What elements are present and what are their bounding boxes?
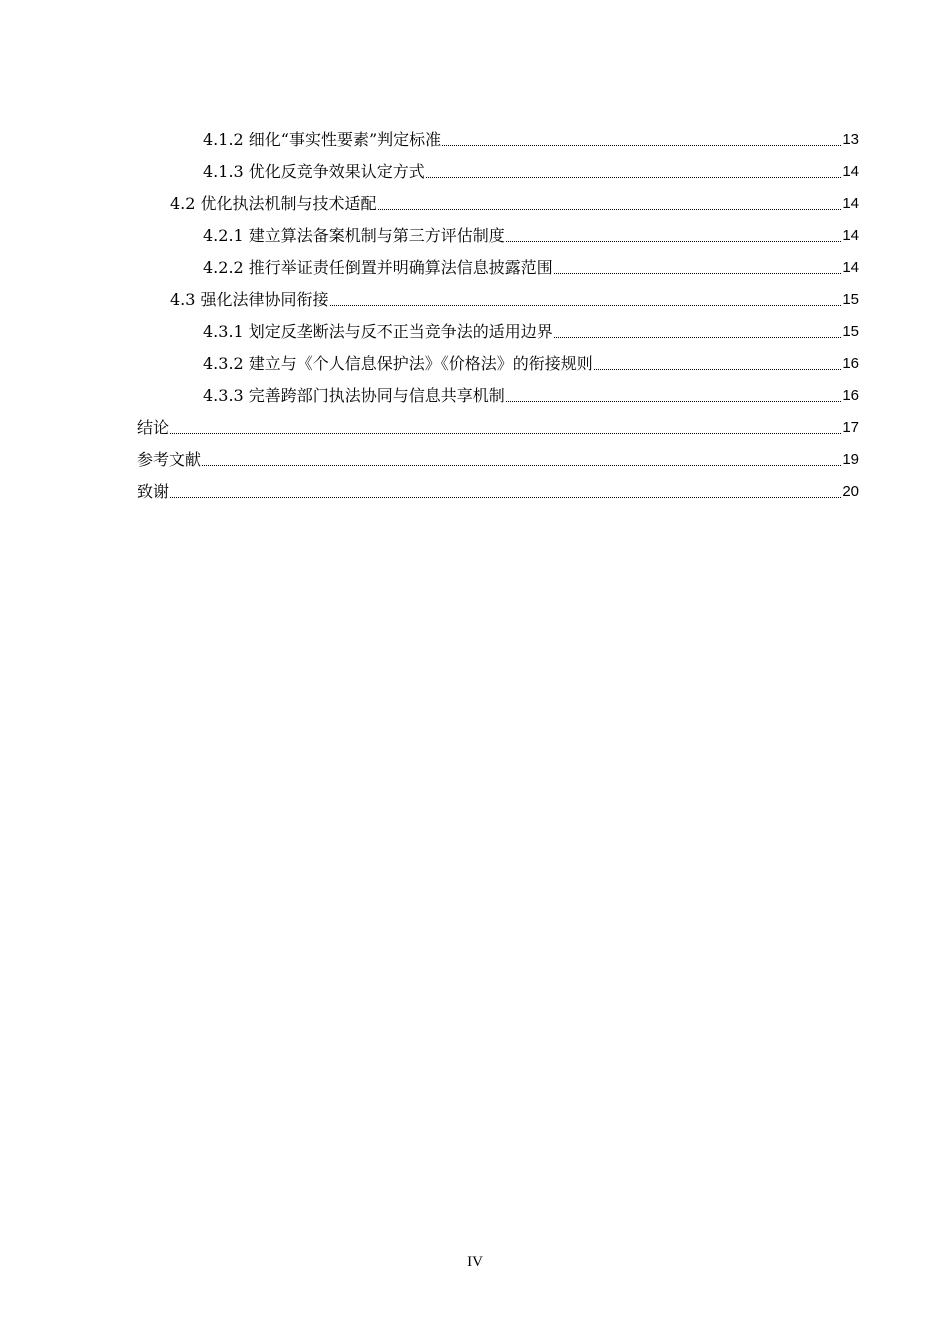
toc-entry-4-3-2[interactable] [203,342,859,374]
toc-entry-conclusion[interactable] [137,406,859,438]
toc-entry-4-2-1[interactable] [203,214,859,246]
toc-entry-label: 结论 [137,418,170,437]
dot-leader [554,272,842,274]
dot-leader [506,400,842,402]
toc-entry-label: 4.1.2 细化“事实性要素”判定标准 [203,130,442,149]
toc-entry-label: 参考文献 [137,450,202,469]
toc-entry-4-3[interactable] [170,278,859,310]
dot-leader [506,240,842,242]
toc-entry-4-3-3[interactable] [203,374,859,406]
toc-entry-page: 14 [842,227,859,244]
toc-entry-page: 16 [842,387,859,404]
dot-leader [426,176,842,178]
toc-entry-4-2-2[interactable] [203,246,859,278]
toc-entry-label: 致谢 [137,482,170,501]
dot-leader [170,432,841,434]
toc-entry-page: 15 [842,291,859,308]
toc-entry-page: 19 [842,451,859,468]
toc-entry-page: 14 [842,259,859,276]
toc-entry-page: 14 [842,195,859,212]
toc-entry-label: 4.2 优化执法机制与技术适配 [170,194,377,213]
toc-entry-page: 17 [842,419,859,436]
toc-entry-references[interactable] [137,438,859,470]
table-of-contents [0,118,950,502]
toc-entry-label: 4.2.1 建立算法备案机制与第三方评估制度 [203,226,505,245]
toc-entry-label: 4.3.1 划定反垄断法与反不正当竞争法的适用边界 [203,322,553,341]
toc-entry-page: 16 [842,355,859,372]
dot-leader [170,496,841,498]
dot-leader [554,336,842,338]
toc-entry-label: 4.1.3 优化反竞争效果认定方式 [203,162,425,181]
toc-entry-4-2[interactable] [170,182,859,214]
dot-leader [378,208,842,210]
toc-entry-page: 20 [842,483,859,500]
toc-entry-label: 4.2.2 推行举证责任倒置并明确算法信息披露范围 [203,258,553,277]
toc-entry-acknowledgements[interactable] [137,470,859,502]
toc-entry-page: 15 [842,323,859,340]
toc-entry-label: 4.3 强化法律协同衔接 [170,290,329,309]
toc-entry-page: 14 [842,163,859,180]
dot-leader [330,304,842,306]
dot-leader [442,144,841,146]
toc-entry-4-3-1[interactable] [203,310,859,342]
toc-entry-4-1-2[interactable] [203,118,859,150]
page-number: IV [467,1254,483,1270]
toc-entry-label: 4.3.2 建立与《个人信息保护法》《价格法》的衔接规则 [203,354,593,373]
toc-entry-label: 4.3.3 完善跨部门执法协同与信息共享机制 [203,386,505,405]
toc-entry-page: 13 [842,131,859,148]
toc-entry-4-1-3[interactable] [203,150,859,182]
dot-leader [594,368,842,370]
dot-leader [202,464,841,466]
